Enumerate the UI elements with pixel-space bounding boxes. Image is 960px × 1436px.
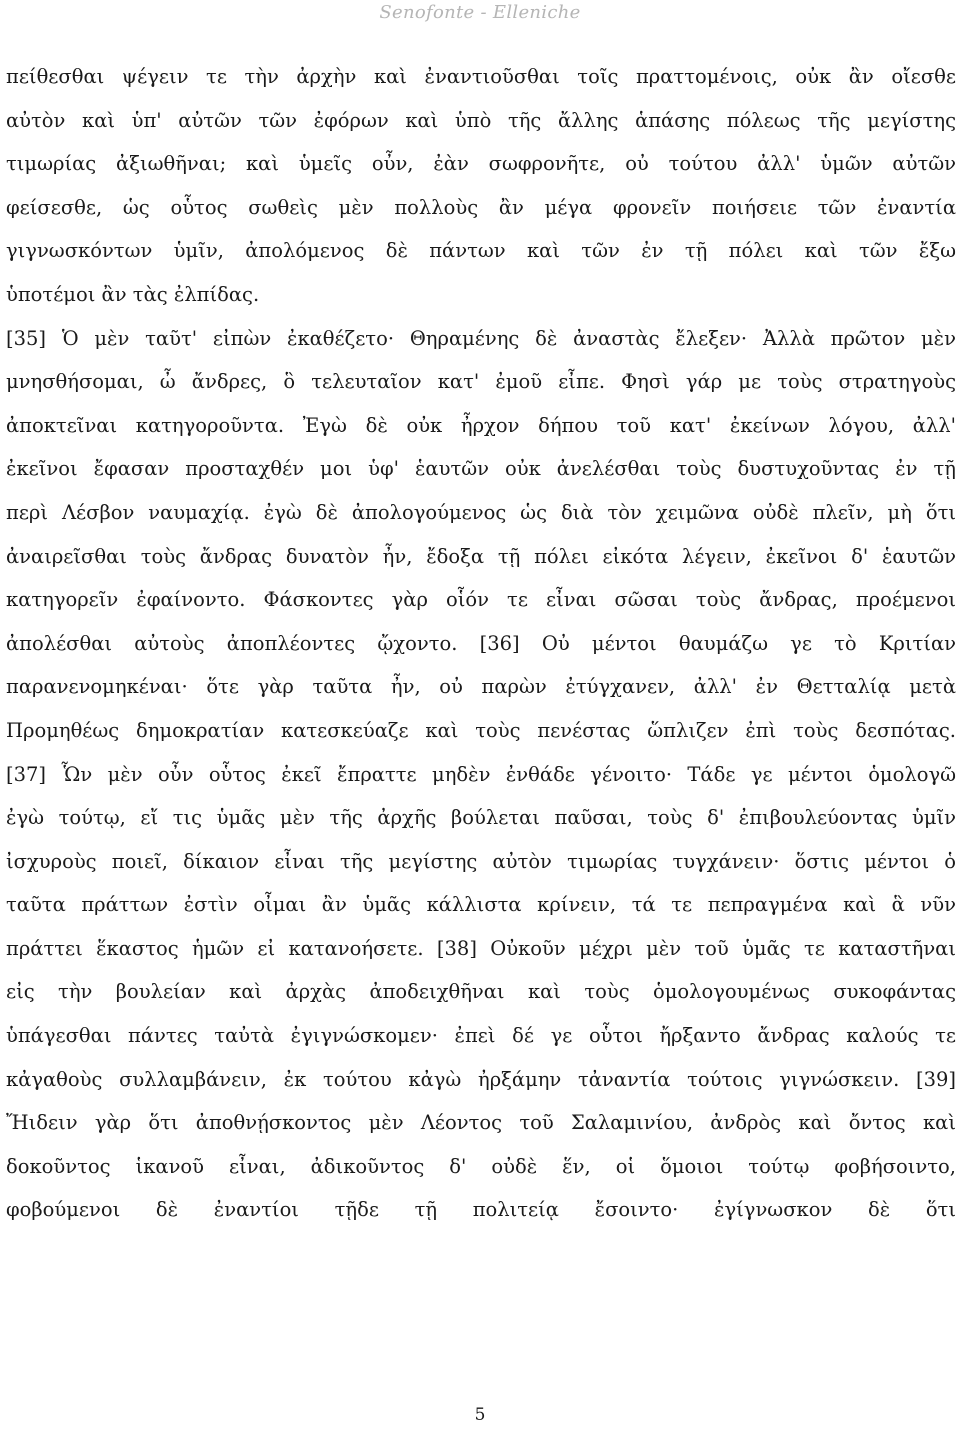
text-line: περὶ Λέσβον ναυμαχίᾳ. ἐγὼ δὲ ἀπολογούμενος ὡς διὰ τὸν χειμῶνα οὐδὲ πλεῖν, μὴ ὅτι xyxy=(6,500,956,524)
text-line: ὑποτέμοι ἂν τὰς ἐλπίδας. xyxy=(6,282,260,306)
text-line: ἐγὼ τούτῳ, εἴ τις ὑμᾶς μὲν τῆς ἀρχῆς βούλεται παῦσαι, τοὺς δ' ἐπιβουλεύοντας ὑμῖν xyxy=(6,806,956,830)
text-line: παρανενομηκέναι· ὅτε γὰρ ταῦτα ἦν, οὐ παρὼν ἐτύγχανεν, ἀλλ' ἐν Θετταλίᾳ μετὰ xyxy=(6,675,956,699)
text-line: πείθεσθαι ψέγειν τε τὴν ἀρχὴν καὶ ἐναντιοῦσθαι τοῖς πραττομένοις, οὐκ ἂν οἴεσθε xyxy=(6,65,956,88)
text-line: κατηγορεῖν ἐφαίνοντο. Φάσκοντες γὰρ οἷόν τε εἶναι σῶσαι τοὺς ἄνδρας, προέμενοι xyxy=(6,588,956,612)
text-line: δοκοῦντος ἱκανοῦ εἶναι, ἀδικοῦντος δ' οὐδὲ ἕν, οἱ ὅμοιοι τούτῳ φοβήσοιντο, xyxy=(6,1154,956,1178)
body-text xyxy=(6,55,956,1232)
text-line: Ἤιδειν γὰρ ὅτι ἀποθνῄσκοντος μὲν Λέοντος τοῦ Σαλαμινίου, ἀνδρὸς καὶ ὄντος καὶ xyxy=(6,1111,956,1135)
text-line: κἀγαθοὺς συλλαμβάνειν, ἐκ τούτου κἀγὼ ἠρξάμην τἀναντία τούτοις γιγνώσκειν. [39] xyxy=(6,1067,956,1091)
text-line: τιμωρίας ἀξιωθῆναι; καὶ ὑμεῖς οὖν, ἐὰν σωφρονῆτε, οὐ τούτου ἀλλ' ὑμῶν αὐτῶν xyxy=(6,152,956,176)
text-line: ἀπολέσθαι αὐτοὺς ἀποπλέοντες ᾤχοντο. [36] Οὐ μέντοι θαυμάζω γε τὸ Κριτίαν xyxy=(6,631,956,655)
text-line: ἀποκτεῖναι κατηγοροῦντα. Ἐγὼ δὲ οὐκ ἦρχον δήπου τοῦ κατ' ἐκείνων λόγου, ἀλλ' xyxy=(6,413,956,437)
text-line: [37] Ὧν μὲν οὖν οὗτος ἐκεῖ ἔπραττε μηδὲν ἐνθάδε γένοιτο· Τάδε γε μέντοι ὁμολογῶ xyxy=(6,762,956,786)
text-line: πράττει ἕκαστος ἡμῶν εἰ κατανοήσετε. [38] Οὐκοῦν μέχρι μὲν τοῦ ὑμᾶς τε καταστῆναι xyxy=(6,936,956,960)
text-line: ταῦτα πράττων ἐστὶν οἶμαι ἂν ὑμᾶς κάλλιστα κρίνειν, τά τε πεπραγμένα καὶ ἃ νῦν xyxy=(6,893,956,917)
text-line: [35] Ὁ μὲν ταῦτ' εἰπὼν ἐκαθέζετο· Θηραμένης δὲ ἀναστὰς ἔλεξεν· Ἀλλὰ πρῶτον μὲν xyxy=(6,326,956,350)
text-line: αὐτὸν καὶ ὑπ' αὐτῶν τῶν ἐφόρων καὶ ὑπὸ τῆς ἄλλης ἁπάσης πόλεως τῆς μεγίστης xyxy=(6,108,956,132)
text-line: Προμηθέως δημοκρατίαν κατεσκεύαζε καὶ τοὺς πενέστας ὥπλιζεν ἐπὶ τοὺς δεσπότας. xyxy=(6,718,956,742)
text-line: ἰσχυροὺς ποιεῖ, δίκαιον εἶναι τῆς μεγίστης αὐτὸν τιμωρίας τυγχάνειν· ὅστις μέντοι ὁ xyxy=(6,849,956,873)
text-line: εἰς τὴν βουλείαν καὶ ἀρχὰς ἀποδειχθῆναι καὶ τοὺς ὁμολογουμένως συκοφάντας xyxy=(6,980,956,1004)
text-line: μνησθήσομαι, ὦ ἄνδρες, ὃ τελευταῖον κατ' ἐμοῦ εἶπε. Φησὶ γάρ με τοὺς στρατηγοὺς xyxy=(6,370,956,394)
text-line: φείσεσθε, ὡς οὗτος σωθεὶς μὲν πολλοὺς ἂν μέγα φρονεῖν ποιήσειε τῶν ἐναντία xyxy=(6,195,956,219)
text-line: ἀναιρεῖσθαι τοὺς ἄνδρας δυνατὸν ἦν, ἔδοξα τῇ πόλει εἰκότα λέγειν, ἐκεῖνοι δ' ἑαυτῶν xyxy=(6,544,956,568)
page-number: 5 xyxy=(474,1405,486,1425)
text-line: ὑπάγεσθαι πάντες ταὐτὰ ἐγιγνώσκομεν· ἐπεὶ δέ γε οὗτοι ἤρξαντο ἄνδρας καλούς τε xyxy=(6,1024,956,1048)
text-line: ἐκεῖνοι ἔφασαν προσταχθέν μοι ὑφ' ἑαυτῶν οὐκ ἀνελέσθαι τοὺς δυστυχοῦντας ἐν τῇ xyxy=(6,457,956,481)
running-header: Senofonte - Elleniche xyxy=(379,2,581,23)
text-line: γιγνωσκόντων ὑμῖν, ἀπολόμενος δὲ πάντων καὶ τῶν ἐν τῇ πόλει καὶ τῶν ἔξω xyxy=(6,239,956,263)
text-line: φοβούμενοι δὲ ἐναντίοι τῇδε τῇ πολιτείᾳ ἔσοιντο· ἐγίγνωσκον δὲ ὅτι xyxy=(6,1198,956,1222)
